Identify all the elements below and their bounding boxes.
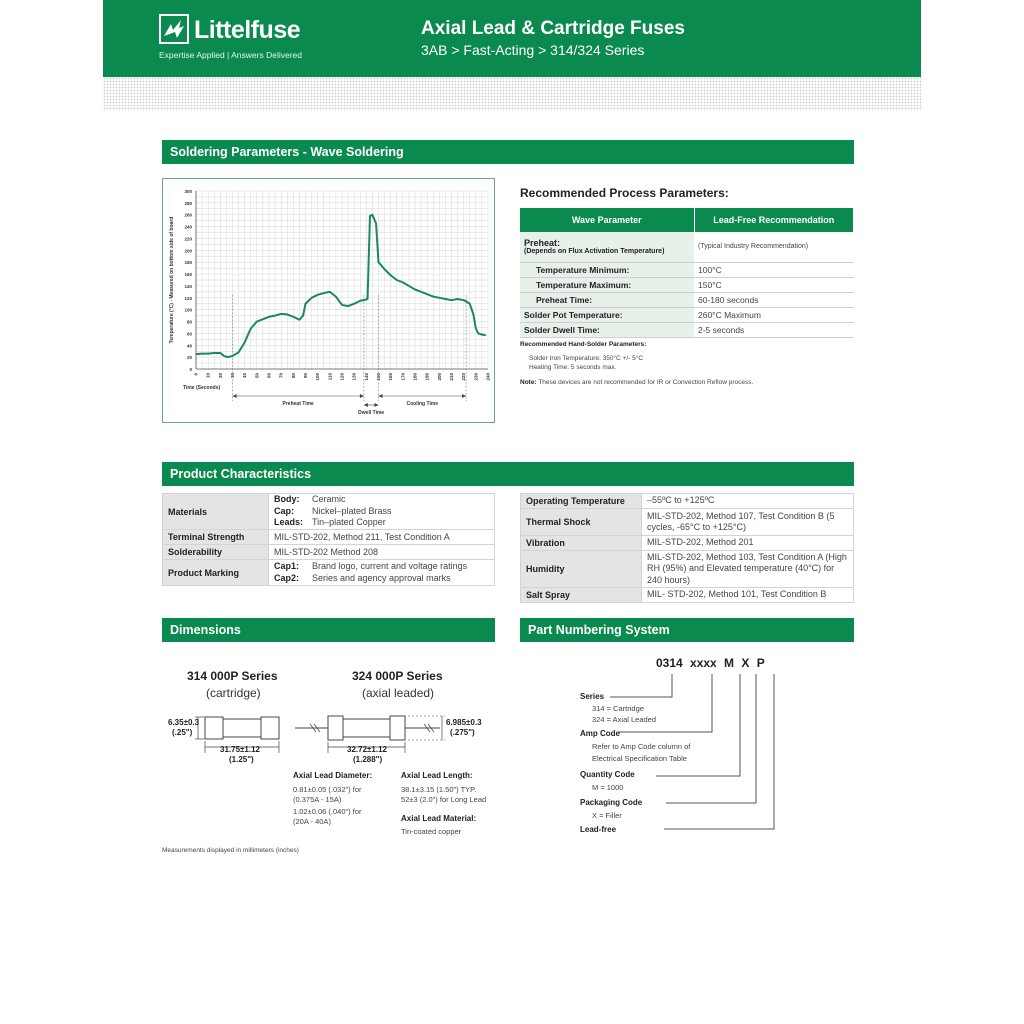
- process-value: 60-180 seconds: [694, 292, 854, 307]
- chart-phase-label-preheat: Preheat Time: [282, 401, 314, 407]
- process-key: Solder Pot Temperature:: [520, 307, 694, 322]
- characteristics-left-table: [162, 493, 495, 586]
- chart-y-axis-label: Temperature (°C) - Measured on bottom side of board: [169, 216, 175, 344]
- preheat-arrow-head: [360, 394, 364, 398]
- preheat-arrow-head: [233, 394, 237, 398]
- char-salt-spray-value: MIL- STD-202, Method 101, Test Condition B: [642, 588, 854, 603]
- chart-data-point: [360, 300, 361, 301]
- process-title: Recommended Process Parameters:: [520, 186, 729, 200]
- note-label: Note:: [520, 379, 537, 386]
- chart-data-point: [223, 355, 224, 356]
- chart-x-tick-label: 120: [339, 373, 345, 381]
- char-solderability-value: MIL-STD-202 Method 208: [269, 545, 495, 560]
- process-value: 150°C: [694, 277, 854, 292]
- chart-data-point: [375, 223, 376, 224]
- cooling-arrow-head: [379, 394, 383, 398]
- soldering-chart: [162, 178, 495, 423]
- pn-amp-2: Electrical Specification Table: [592, 754, 687, 763]
- chart-x-tick-label: 140: [363, 373, 369, 381]
- chart-data-point: [414, 289, 415, 290]
- process-key: Temperature Maximum:: [520, 277, 694, 292]
- chart-data-point: [485, 335, 486, 336]
- page-title: Axial Lead & Cartridge Fuses: [421, 18, 685, 39]
- process-preheat-note: (Depends on Flux Activation Temperature): [524, 248, 665, 256]
- chart-data-point: [311, 297, 312, 298]
- chart-y-tick-label: 200: [184, 248, 192, 254]
- series-324-title: 324 000P Series: [352, 669, 443, 683]
- littelfuse-logo-icon: [159, 14, 189, 44]
- chart-data-point: [274, 315, 275, 316]
- chart-x-tick-label: 210: [449, 373, 454, 381]
- chart-x-tick-label: 20: [217, 373, 223, 379]
- chart-data-point: [451, 300, 452, 301]
- char-key-marking: Product Marking: [163, 560, 269, 586]
- chart-y-tick-label: 180: [184, 260, 192, 266]
- soldering-band: Soldering Parameters - Wave Soldering: [162, 140, 854, 164]
- chart-y-tick-label: 20: [186, 355, 192, 361]
- lead-length-1: 38.1±3.15 (1.50") TYP.: [401, 785, 477, 794]
- chart-x-tick-label: 130: [351, 373, 357, 381]
- chart-data-point: [363, 300, 364, 301]
- char-cap-value: Nickel–plated Brass: [312, 505, 392, 516]
- dot-pattern-divider: [103, 77, 921, 111]
- lead-diameter-title: Axial Lead Diameter:: [293, 771, 373, 780]
- chart-y-tick-label: 220: [184, 236, 192, 242]
- chart-data-point: [390, 275, 391, 276]
- chart-y-tick-label: 280: [184, 200, 192, 206]
- char-humidity-value: MIL-STD-202, Method 103, Test Condition A (High RH (95%) and Elevated temperature (40°C) for 240 hours): [642, 551, 854, 588]
- chart-data-point: [396, 279, 397, 280]
- cooling-arrow-head: [462, 394, 466, 398]
- characteristics-right-table: [520, 493, 854, 603]
- process-note: [520, 379, 753, 386]
- chart-data-point: [347, 306, 348, 307]
- chart-data-point: [466, 301, 467, 302]
- char-key-solderability: Solderability: [163, 545, 269, 560]
- chart-data-point: [481, 334, 482, 335]
- chart-x-tick-label: 170: [400, 373, 406, 381]
- chart-data-point: [281, 313, 282, 314]
- dim-314-length: 31.75±1.12: [220, 745, 260, 754]
- process-preheat-key: [520, 232, 694, 262]
- pn-amp-1: Refer to Amp Code column of: [592, 742, 691, 751]
- pn-qty-title: Quantity Code: [580, 770, 635, 779]
- char-operating-temp-value: –55ºC to +125ºC: [642, 494, 854, 509]
- chart-data-point: [244, 342, 245, 343]
- dimensions-band: Dimensions: [162, 618, 495, 642]
- chart-data-point: [341, 304, 342, 305]
- chart-data-point: [384, 269, 385, 270]
- hand-solder-line-1: Solder Iron Temperature: 350°C +/- 5°C: [529, 355, 644, 362]
- chart-data-point: [433, 296, 434, 297]
- chart-data-point: [293, 316, 294, 317]
- chart-data-point: [335, 296, 336, 297]
- chart-y-tick-label: 160: [184, 272, 192, 278]
- char-key-terminal: Terminal Strength: [163, 530, 269, 545]
- chart-x-tick-label: 100: [315, 373, 321, 381]
- dwell-arrow-head: [364, 403, 368, 407]
- chart-data-point: [195, 354, 196, 355]
- chart-y-tick-label: 120: [184, 295, 192, 301]
- chart-data-point: [457, 298, 458, 299]
- lead-material-title: Axial Lead Material:: [401, 814, 477, 823]
- lead-length-2: 52±3 (2.0") for Long Lead: [401, 795, 487, 804]
- process-value: 100°C: [694, 262, 854, 277]
- chart-x-tick-label: 70: [278, 373, 284, 379]
- chart-phase-label-dwell: Dwell Time: [358, 410, 385, 416]
- char-cap1-value: Brand logo, current and voltage ratings: [312, 561, 468, 571]
- chart-data-point: [268, 316, 269, 317]
- char-body-value: Ceramic: [312, 494, 346, 505]
- dim-324-diameter-in: (.275"): [450, 728, 475, 737]
- chart-x-tick-label: 40: [242, 373, 248, 379]
- chart-data-point: [329, 291, 330, 292]
- measurement-footnote: Measurements displayed in millimeters (inches): [162, 847, 299, 854]
- chart-data-point: [232, 355, 233, 356]
- chart-data-point: [317, 294, 318, 295]
- chart-x-tick-label: 50: [254, 373, 260, 379]
- chart-x-tick-label: 240: [485, 373, 491, 381]
- dimension-drawings: [160, 705, 500, 770]
- chart-data-point: [262, 319, 263, 320]
- chart-y-tick-label: 0: [189, 367, 192, 372]
- characteristics-band: Product Characteristics: [162, 462, 854, 486]
- chart-data-point: [469, 303, 470, 304]
- note-text: These devices are not recommended for IR or Convection Reflow process.: [538, 379, 754, 386]
- lead-diameter-3: 1.02±0.06 (.040") for: [293, 807, 362, 816]
- lead-diameter-2: (0.375A - 15A): [293, 795, 342, 804]
- char-cap2-value: Series and agency approval marks: [312, 572, 451, 583]
- pn-qty-1: M = 1000: [592, 783, 624, 792]
- chart-x-tick-label: 80: [290, 373, 296, 379]
- chart-y-tick-label: 100: [184, 307, 192, 313]
- chart-data-point: [408, 285, 409, 286]
- process-key: Temperature Minimum:: [520, 262, 694, 277]
- chart-y-tick-label: 240: [184, 224, 192, 230]
- lead-material-1: Tin-coated copper: [401, 827, 462, 836]
- chart-data-point: [473, 314, 474, 315]
- process-table: [520, 208, 854, 338]
- char-terminal-value: MIL-STD-202, Method 211, Test Condition A: [269, 530, 495, 545]
- soldering-profile-svg: [163, 179, 496, 424]
- process-key: Preheat Time:: [520, 292, 694, 307]
- char-body-label: Body:: [274, 494, 300, 505]
- dim-324-length-in: (1.288"): [353, 755, 383, 764]
- char-leads-label: Leads:: [274, 517, 304, 528]
- char-key-salt-spray: Salt Spray: [521, 588, 642, 603]
- char-materials-value: [269, 494, 495, 530]
- chart-data-point: [439, 297, 440, 298]
- process-preheat-value: (Typical Industry Recommendation): [694, 232, 854, 262]
- chart-data-point: [305, 303, 306, 304]
- chart-x-tick-label: 0: [193, 373, 199, 376]
- char-thermal-shock-value: MIL-STD-202, Method 107, Test Condition B (5 cycles, -65°C to +125°C): [642, 509, 854, 536]
- chart-x-tick-label: 160: [388, 373, 394, 381]
- chart-y-tick-label: 80: [186, 319, 192, 325]
- chart-data-point: [372, 214, 373, 215]
- lead-length-title: Axial Lead Length:: [401, 771, 473, 780]
- process-col-leadfree: Lead-Free Recommendation: [694, 208, 854, 232]
- chart-data-point: [367, 298, 368, 299]
- chart-x-tick-label: 200: [436, 373, 442, 381]
- chart-x-tick-label: 90: [303, 373, 308, 379]
- chart-y-tick-label: 260: [184, 212, 192, 218]
- chart-x-tick-label: 110: [327, 373, 333, 381]
- char-key-vibration: Vibration: [521, 536, 642, 551]
- dim-314-diameter: 6.35±0.3: [168, 718, 200, 727]
- chart-y-tick-label: 140: [184, 283, 192, 289]
- brand-tagline: Expertise Applied | Answers Delivered: [159, 50, 303, 60]
- dim-324-diameter: 6.985±0.3: [446, 718, 482, 727]
- hand-solder-line-2: Heating Time: 5 seconds max.: [529, 364, 617, 371]
- chart-data-point: [208, 353, 209, 354]
- brand-name: Littelfuse: [194, 16, 301, 44]
- dwell-arrow-head: [375, 403, 379, 407]
- chart-data-point: [287, 314, 288, 315]
- chart-x-tick-label: 230: [473, 373, 479, 381]
- pn-amp-title: Amp Code: [580, 729, 620, 738]
- char-key-operating-temp: Operating Temperature: [521, 494, 642, 509]
- char-cap1-label: Cap1:: [274, 561, 300, 571]
- page-subtitle: 3AB > Fast-Acting > 314/324 Series: [421, 42, 645, 58]
- char-cap-label: Cap:: [274, 505, 294, 516]
- dim-314-length-in: (1.25"): [229, 755, 254, 764]
- page-header: [103, 0, 921, 77]
- chart-x-tick-label: 220: [461, 373, 467, 381]
- chart-y-tick-label: 40: [186, 343, 192, 349]
- pn-series-1: 314 = Cartridge: [592, 704, 644, 713]
- lead-diameter-1: 0.81±0.05 (.032") for: [293, 785, 362, 794]
- part-numbering-band: Part Numbering System: [520, 618, 854, 642]
- char-vibration-value: MIL-STD-202, Method 201: [642, 536, 854, 551]
- chart-y-tick-label: 60: [186, 331, 192, 337]
- chart-x-tick-label: 60: [266, 373, 272, 379]
- dim-324-length: 32.72±1.12: [347, 745, 387, 754]
- pn-series-title: Series: [580, 692, 605, 701]
- chart-data-point: [420, 291, 421, 292]
- lead-diameter-4: (20A - 40A): [293, 817, 331, 826]
- process-key: Solder Dwell Time:: [520, 322, 694, 337]
- chart-x-tick-label: 150: [376, 373, 381, 381]
- chart-data-point: [302, 315, 303, 316]
- chart-x-tick-label: 190: [424, 373, 430, 381]
- chart-data-point: [238, 352, 239, 353]
- process-preheat-label: Preheat:: [524, 238, 561, 249]
- series-324-subtitle: (axial leaded): [362, 686, 435, 700]
- char-cap2-label: Cap2:: [274, 572, 300, 583]
- chart-data-point: [378, 262, 379, 263]
- chart-x-axis-label: Time (Seconds): [183, 385, 221, 391]
- chart-data-point: [369, 215, 370, 216]
- part-number-code: 0314 xxxx M X P: [656, 656, 765, 670]
- char-key-thermal-shock: Thermal Shock: [521, 509, 642, 536]
- chart-x-tick-label: 180: [412, 373, 418, 381]
- series-314-subtitle: (cartridge): [206, 686, 261, 700]
- chart-data-point: [475, 328, 476, 329]
- chart-data-point: [402, 282, 403, 283]
- chart-data-point: [445, 298, 446, 299]
- chart-x-tick-label: 10: [205, 373, 211, 379]
- chart-data-point: [227, 357, 228, 358]
- series-314-title: 314 000P Series: [187, 669, 278, 683]
- chart-phase-label-cooling: Cooling Time: [406, 401, 439, 407]
- pn-leadfree-title: Lead-free: [580, 825, 617, 834]
- process-col-wave: Wave Parameter: [520, 208, 694, 232]
- chart-data-point: [463, 300, 464, 301]
- pn-series-2: 324 = Axial Leaded: [592, 715, 657, 724]
- char-leads-value: Tin–plated Copper: [312, 517, 386, 528]
- chart-data-point: [478, 333, 479, 334]
- pn-pkg-1: X = Filler: [592, 811, 622, 820]
- chart-data-point: [256, 321, 257, 322]
- process-value: 2-5 seconds: [694, 322, 854, 337]
- dim-314-diameter-in: (.25"): [172, 728, 193, 737]
- process-value: 260°C Maximum: [694, 307, 854, 322]
- chart-data-point: [299, 319, 300, 320]
- char-marking-value: [269, 560, 495, 586]
- chart-data-point: [201, 353, 202, 354]
- chart-data-point: [220, 352, 221, 353]
- char-key-humidity: Humidity: [521, 551, 642, 588]
- char-key-materials: Materials: [163, 494, 269, 530]
- chart-data-point: [214, 352, 215, 353]
- chart-data-point: [427, 294, 428, 295]
- hand-solder-title: Recommended Hand-Solder Parameters:: [520, 341, 647, 348]
- pn-pkg-title: Packaging Code: [580, 798, 643, 807]
- chart-data-point: [323, 292, 324, 293]
- chart-data-point: [354, 303, 355, 304]
- chart-x-tick-label: 30: [230, 373, 235, 379]
- part-number-connectors: [600, 672, 800, 832]
- chart-data-point: [250, 328, 251, 329]
- chart-y-tick-label: 300: [184, 189, 192, 194]
